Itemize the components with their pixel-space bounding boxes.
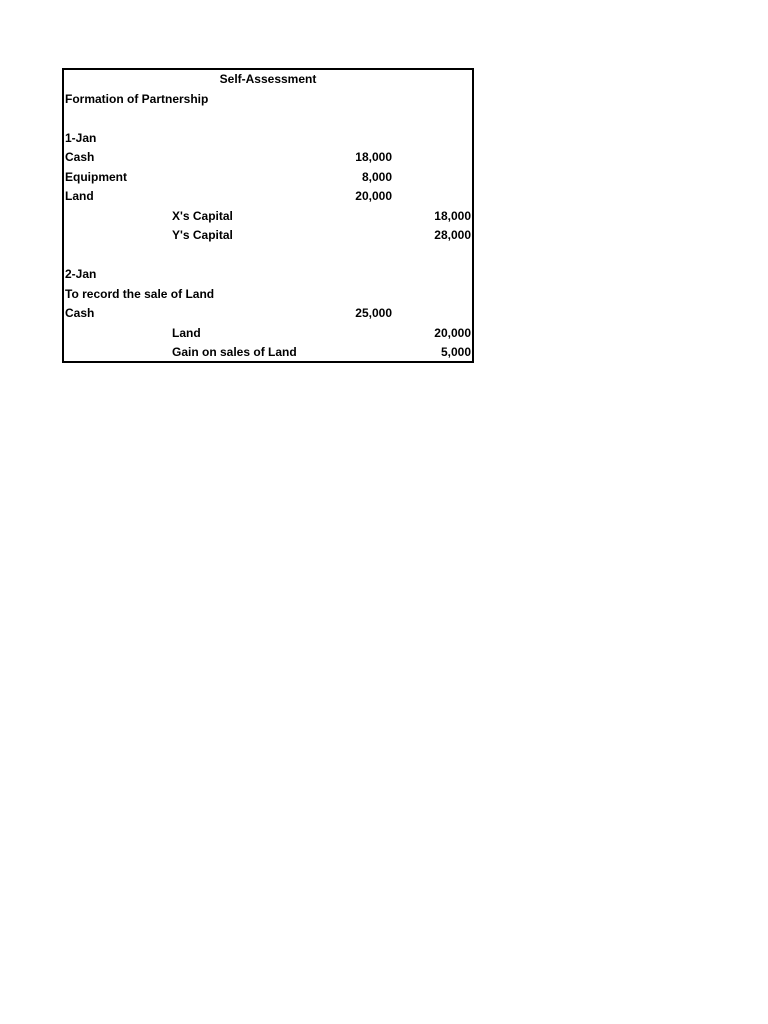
debit-amount: 8,000: [361, 169, 392, 184]
credit-amount: 28,000: [434, 228, 471, 242]
credit-account: Gain on sales of Land: [172, 345, 297, 359]
sheet-title: Self-Assessment: [219, 72, 317, 86]
credit-account: X's Capital: [172, 208, 233, 223]
credit-account: Y's Capital: [172, 228, 233, 242]
entry1-date: 1-Jan: [65, 130, 97, 145]
title-row: [64, 70, 472, 90]
debit-account: Land: [65, 189, 94, 203]
section-heading: Formation of Partnership: [65, 91, 209, 106]
journal-row: [64, 148, 472, 168]
entry2-description-row: [64, 285, 472, 305]
debit-amount: 25,000: [355, 306, 392, 320]
journal-row: [64, 187, 472, 207]
journal-row: [64, 168, 472, 188]
entry1-date-row: [64, 129, 472, 149]
credit-account: Land: [172, 325, 201, 340]
debit-account: Cash: [65, 306, 95, 320]
journal-row: [64, 304, 472, 324]
journal-row: [64, 226, 472, 246]
credit-amount: 18,000: [434, 208, 471, 223]
heading-row: [64, 90, 472, 110]
entry2-description: To record the sale of Land: [65, 286, 215, 301]
debit-amount: 20,000: [355, 189, 392, 203]
credit-amount: 5,000: [440, 345, 471, 359]
debit-account: Cash: [65, 150, 95, 164]
journal-sheet: [62, 68, 474, 363]
debit-amount: 18,000: [355, 150, 392, 164]
journal-row: [64, 324, 472, 344]
credit-amount: 20,000: [434, 325, 471, 340]
entry2-date-row: [64, 265, 472, 285]
journal-row: [64, 207, 472, 227]
debit-account: Equipment: [65, 169, 127, 184]
entry2-date: 2-Jan: [65, 267, 97, 281]
journal-row: [64, 343, 472, 363]
